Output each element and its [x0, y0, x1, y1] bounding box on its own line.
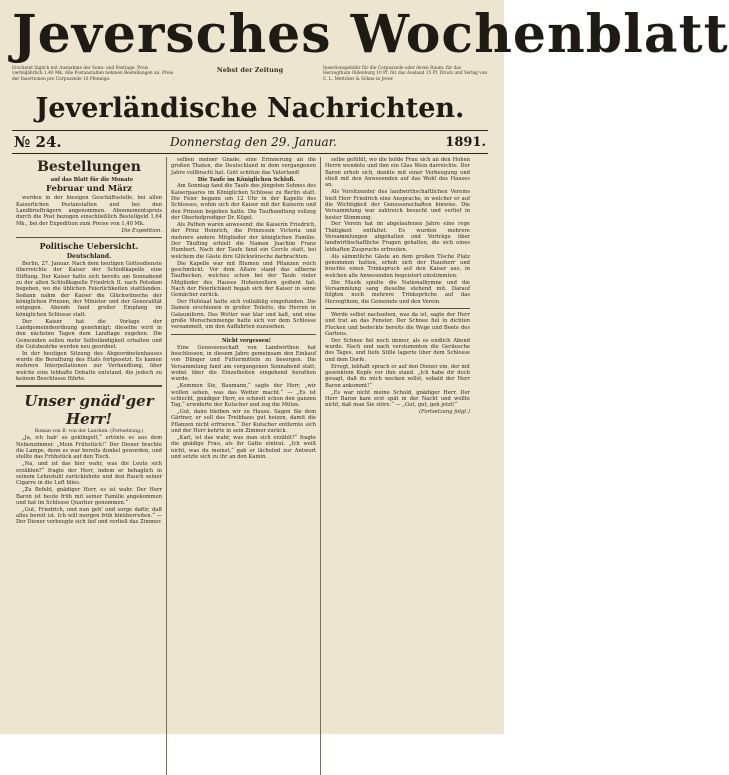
infobar-mid: Nebst der Zeitung: [216, 66, 284, 74]
divider: [171, 334, 316, 335]
divider: [325, 308, 470, 309]
col3-paragraph-6: Werde selbst nachsehen, was da ist, sagte der Herr und trat an das Fenster. Der Schnee fiel in dichten Flocken und bedeckte bereits die Wege und Beete des Gartens.: [325, 311, 470, 337]
col2-paragraph-9: „Karl, ist das wahr, was man sich erzählt?“ fragte die gnädige Frau, als ihr Gatte eintrat. „Ich weiß nicht, was du meinst,“ gab er lächelnd zur Antwort und setzte sich zu ihr an den Kamin.: [171, 434, 316, 460]
politics-paragraph-1: Berlin, 27. Januar. Nach dem heutigen Gottesdienste überreichte der Kaiser der Schloßkapelle eine Stiftung. Der Kaiser hatte sich bereits am Sonnabend zu der alten Schloßkapelle Friedrich II. nach Potsdam begeben, wo die üblichen Feierlichkeiten stattfanden. Sodann nahm der Kaiser die Glückwünsche der königlichen Prinzen, der Minister und der Generalität entgegen. Abends fand großer Empfang im königlichen Schlosse statt.: [16, 260, 162, 318]
col2-paragraph-3: Als Pathen waren anwesend: die Kaiserin Friedrich, der Prinz Heinrich, die Prinzessin Victoria und mehrere andere Mitglieder der königlichen Familie. Der Täufling erhielt die Namen Joachim Franz Humbert. Nach der Taufe fand ein Cercle statt, bei welchem die Gäste ihre Glückwünsche darbrachten.: [171, 221, 316, 260]
baptism-heading: Die Taufe im Königlichen Schloß.: [197, 176, 296, 183]
col2-paragraph-8: „Gut, dann bleiben wir zu Hause. Sagen Sie dem Gärtner, er soll das Treibhaus gut heizen, damit die Pflanzen nicht erfrieren.“ Der Kutscher entfernte sich und der Herr kehrte in sein Zimmer zurück.: [171, 409, 316, 435]
infobar-left: Erscheint täglich mit Ausnahme der Sonn- und Festtage. Preis vierteljährlich 1,40 Mk. Alle Postanstalten nehmen Bestellungen an. Preis der Insertionen pro Corpuszeile 10 Pfennige.: [12, 66, 174, 82]
column-2: [166, 157, 320, 775]
col3-paragraph-3: Der Verein hat im abgelaufenen Jahre eine rege Thätigkeit entfaltet. Es wurden mehrere Versammlungen abgehalten und Vorträge über landwirthschaftliche Fragen gehalten, die sich eines lebhaften Zuspruchs erfreuten.: [325, 221, 470, 253]
col3-paragraph-2: Als Vorsitzender des landwirthschaftlichen Vereins hielt Herr Friedrich eine Ansprache, in welcher er auf die Wichtigkeit der Genossenschaften hinwies. Die Versammlung war zahlreich besucht und verlief in bester Stimmung.: [325, 189, 470, 221]
col2-paragraph-1: selben meiner Gnade, eine Erinnerung an die großen Thaten, die Deutschland in dem vergangenen Jahre vollbracht hat. Gott schütze das Vaterland!: [171, 157, 316, 176]
col3-paragraph-4: Als sämmtliche Gäste an dem großen Tische Platz genommen hatten, erhob sich der Hausherr und brachte einen Trinkspruch auf den Kaiser aus, in welchen alle Anwesenden begeistert einstimmten.: [325, 253, 470, 279]
col3-paragraph-1: selbe gefühlt, wo die holde Frau sich an den Hohen Herrn wendete und ihm ein Glas Wein darreichte. Der Baron erhob sich, dankte mit einer Verbeugung und stieß mit den Anwesenden auf das Wohl des Hauses an.: [325, 157, 470, 189]
col2-paragraph-5: Der Hofstaat hatte sich vollzählig eingefunden. Die Damen erschienen in großer Toilette, die Herren in Galauniform. Das Wetter war klar und kalt, und eine große Menschenmenge hatte sich vor dem Schlosse versammelt, um den Auffahrten zuzusehen.: [171, 299, 316, 331]
serial-paragraph-1: „Ja, ich hab' so geklingelt,“ ertönte es aus dem Nebenzimmer. „Mein Frühstück!“ Der Diener brachte die Lampe, denn es war bereits dunkel geworden, und stellte das Frühstück auf den Tisch.: [16, 435, 162, 461]
col2-paragraph-2: Am Sonntag fand die Taufe des jüngsten Sohnes des Kaiserpaares im Königlichen Schlosse zu Berlin statt. Die Feier begann um 12 Uhr in der Kapelle des Schlosses, wohin sich der Kaiser mit der Kaiserin und den Prinzen begeben hatte. Die Taufhandlung vollzog der Oberhofprediger Dr. Kögel.: [171, 183, 316, 222]
col3-paragraph-7: Der Schnee fiel noch immer, als es endlich Abend wurde. Nach und nach verstummten die Geräusche des Tages, und tiefe Stille lagerte über dem Schlosse und dem Dorfe.: [325, 337, 470, 363]
politics-paragraph-2: Der Kaiser hat die Vorlage der Landgemeindeordnung genehmigt; dieselbe wird in den nächsten Tagen dem Landtage zugehen. Die Gemeinden sollen mehr Selbständigkeit erhalten und die Gutsbezirke werden neu geordnet.: [16, 318, 162, 350]
col2-paragraph-4: Die Kapelle war mit Blumen und Pflanzen reich geschmückt. Vor dem Altare stand das silberne Taufbecken, welches schon bei der Taufe vieler Mitglieder des Hauses Hohenzollern gedient hat. Nach der Feierlichkeit begab sich der Kaiser in seine Gemächer zurück.: [171, 260, 316, 299]
column-1: [12, 157, 166, 775]
serial-title: Unser gnäd'ger Herr!: [24, 392, 154, 429]
masthead-subtitle: Jeverländische Nachrichten.: [35, 93, 465, 124]
issue-date: Donnerstag den 29. Januar.: [170, 135, 337, 149]
article-columns: [12, 157, 488, 775]
politics-paragraph-3: In der heutigen Sitzung des Abgeordnetenhauses wurde die Berathung des Etats fortgesetzt. Es kamen mehrere Interpellationen zur Verhandlung, über welche eine lebhafte Debatte entstand, die jedoch zu keinem Beschlusse führte.: [16, 350, 162, 383]
serial-byline: Roman von B. von der Lancken. (Fortsetzung.): [34, 429, 144, 435]
masthead-infobar: [12, 66, 488, 90]
continued-note: (Fortsetzung folgt.): [418, 409, 470, 416]
col2-paragraph-6: Eine Genossenschaft von Landwirthen hat beschlossen, in diesem Jahre gemeinsam den Einkauf von Dünger und Futtermitteln zu besorgen. Die Versammlung fand am vergangenen Sonnabend statt, wobei über die Einzelheiten eingehend berathen wurde.: [171, 344, 316, 383]
subscription-heading: Bestellungen: [37, 159, 141, 175]
serial-paragraph-2: „Na, und ist das hier wahr, was die Leute sich erzählen?“ fragte der Herr, indem er behaglich in seinem Lehnstuhl zurücklehnte und den Rauch seiner Cigarre in die Luft blies.: [16, 461, 162, 487]
subscription-sign: Die Expedition.: [121, 227, 162, 234]
col2-rule-label: Nicht vergessen!: [221, 337, 271, 344]
col2-paragraph-7: „Kommen Sie, Baumann,“ sagte der Herr, „wir wollen sehen, was das Wetter macht.“ — „Es ist schlecht, gnädiger Herr, es schneit schon den ganzen Tag,“ erwiderte der Kutscher und zog die Mütze.: [171, 383, 316, 409]
serial-paragraph-4: „Gut, Friedrich, und nun geh' und sorge dafür, daß alles bereit ist. Ich will morgen früh hinüberreiten.“ — Der Diener verbeugte sich tief und verließ das Zimmer.: [16, 506, 162, 526]
subscription-months: Februar und März: [45, 184, 132, 195]
subscription-body: werden in der hiesigen Geschäftsstelle, bei allen Kaiserlichen Postanstalten und bei den Landbriefträgern angenommen. Abonnementspreis durch die Post bezogen einschließlich Bestellgeld 1,64 Mk., bei der Expedition zum Preise von 1,40 Mk.: [16, 195, 162, 227]
politics-heading: Politische Uebersicht.: [39, 240, 139, 251]
politics-subheading: Deutschland.: [66, 252, 112, 260]
col3-paragraph-5: Die Musik spielte die Nationalhymne und die Versammlung sang dieselbe stehend mit. Darauf folgten noch mehrere Trinksprüche auf das Herzogthum, die Gemeinde und den Verein.: [325, 279, 470, 305]
serial-paragraph-3: „Zu Befehl, gnädiger Herr, es ist wahr. Der Herr Baron ist heute früh mit seiner Familie angekommen und hat im Schlosse Quartier genommen.“: [16, 487, 162, 506]
subscription-intro: auf das Blatt für die Monate: [50, 177, 134, 183]
col3-paragraph-8: Erregt, lebhaft sprach er auf den Diener ein, der mit gesenktem Kopfe vor ihm stand. „Ich habe dir doch gesagt, daß du mich wecken sollst, sobald der Herr Baron ankommt!“: [325, 363, 470, 389]
col3-paragraph-9: „Es war nicht meine Schuld, gnädiger Herr. Der Herr Baron kam erst spät in der Nacht und wollte nicht, daß man Sie störe.“ — „Gut, gut, geh jetzt!“: [325, 389, 470, 409]
masthead-title: Jeversches Wochenblatt: [12, 4, 729, 65]
infobar-right: Insertionsgebühr für die Corpuszeile oder deren Raum: für das Herzogthum Oldenburg 10 Pf. für das Ausland 15 Pf. Druck und Verlag von C. L. Mettcker & Söhne in Jever.: [323, 66, 488, 82]
divider: [16, 237, 162, 238]
divider: [16, 385, 162, 389]
column-3: [320, 157, 474, 775]
issue-number: № 24.: [14, 133, 62, 151]
issue-year: 1891.: [445, 134, 486, 150]
dateline: [12, 130, 488, 154]
